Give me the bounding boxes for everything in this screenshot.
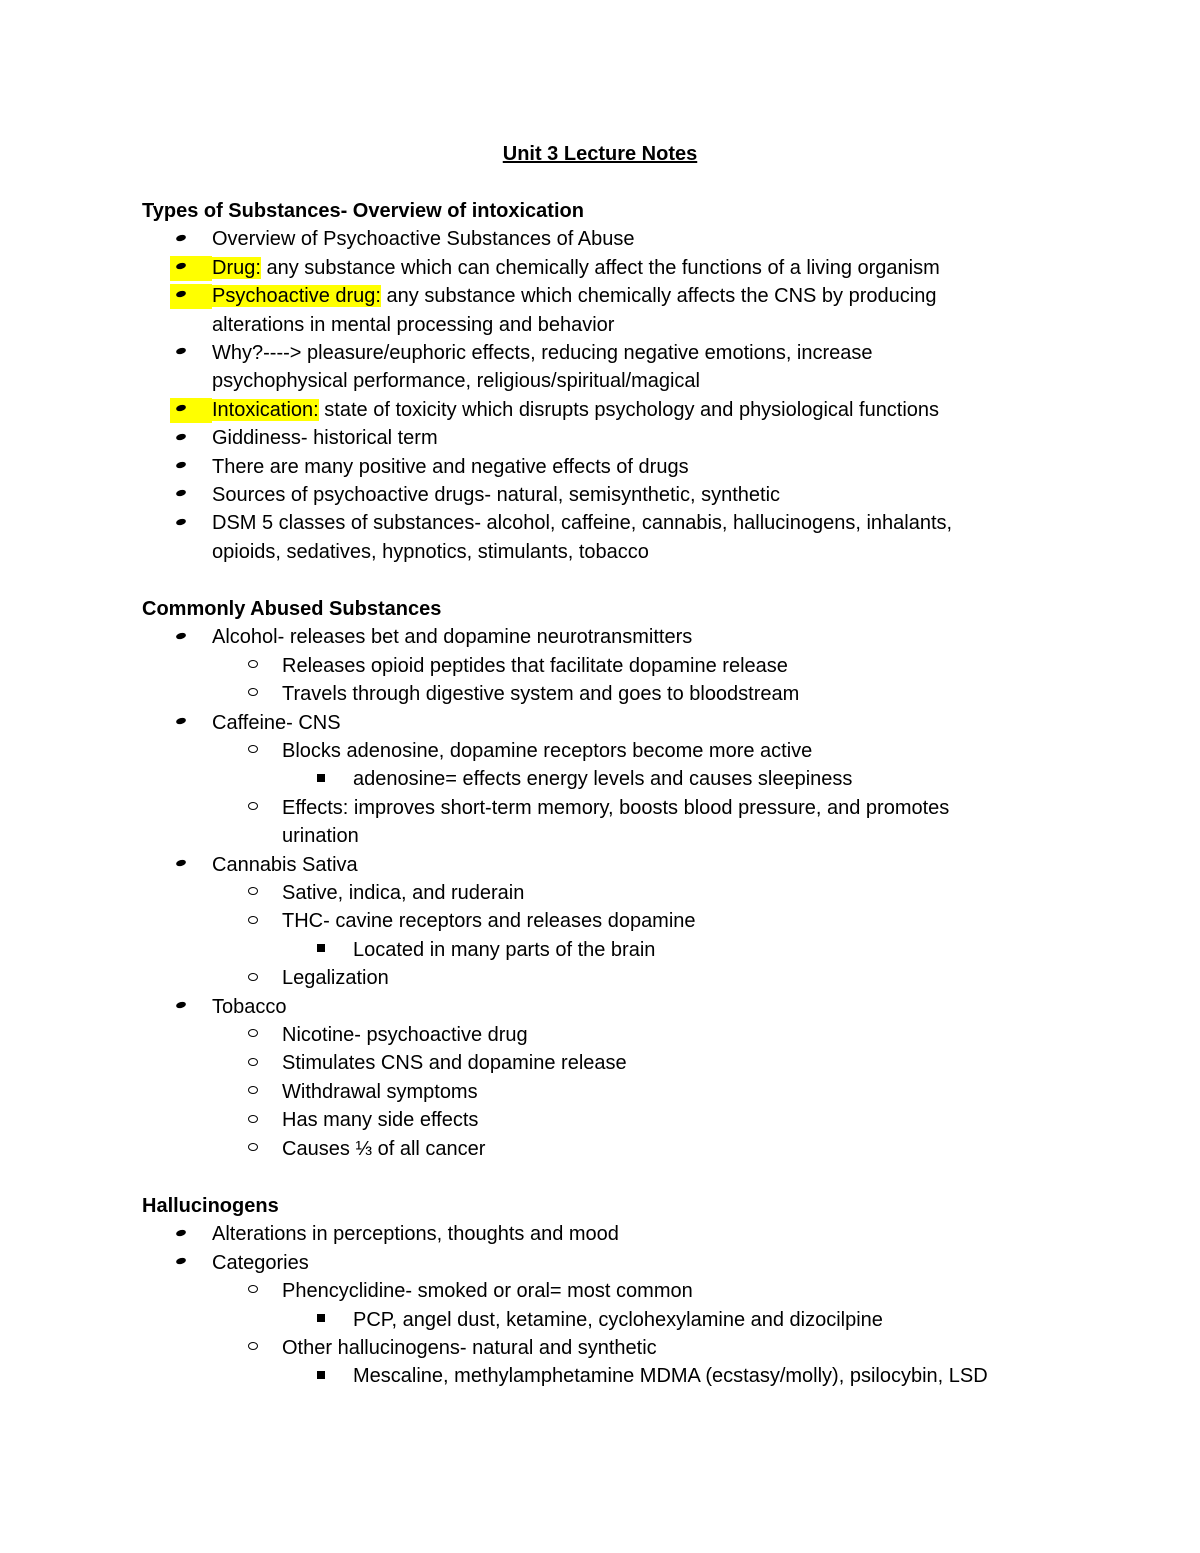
bullet-circle-icon xyxy=(248,1049,258,1077)
list-item: Phencyclidine- smoked or oral= most common xyxy=(142,1277,1062,1305)
bullet-square-icon xyxy=(317,1306,325,1334)
highlighted-term: Drug: xyxy=(212,256,261,279)
list-item: There are many positive and negative effects of drugs xyxy=(142,453,1062,481)
bullet-dot-icon xyxy=(176,254,186,282)
bullet-circle-icon xyxy=(248,652,258,680)
list-item: DSM 5 classes of substances- alcohol, caffeine, cannabis, hallucinogens, inhalants, opioids, sedatives, hypnotics, stimulants, tobacco xyxy=(142,509,1062,566)
section-types-of-substances xyxy=(142,197,1062,566)
list-item: Caffeine- CNS xyxy=(142,709,1062,737)
list-item: Releases opioid peptides that facilitate dopamine release xyxy=(142,652,1062,680)
section-heading: Hallucinogens xyxy=(142,1195,279,1217)
bullet-circle-icon xyxy=(248,1135,258,1163)
list-item: Has many side effects xyxy=(142,1106,1062,1134)
list-item: Cannabis Sativa xyxy=(142,851,1062,879)
list-item-continuation: opioids, sedatives, hypnotics, stimulants, tobacco xyxy=(212,540,649,563)
bullet-dot-icon xyxy=(176,993,186,1021)
list-item: Sative, indica, and ruderain xyxy=(142,879,1062,907)
bullet-circle-icon xyxy=(248,794,258,822)
bullet-dot-icon xyxy=(176,453,186,481)
list-item: Mescaline, methylamphetamine MDMA (ecstasy/molly), psilocybin, LSD xyxy=(142,1362,1062,1390)
bullet-circle-icon xyxy=(248,1021,258,1049)
bullet-circle-icon xyxy=(248,1334,258,1362)
list-item: adenosine= effects energy levels and causes sleepiness xyxy=(142,765,1062,793)
bullet-square-icon xyxy=(317,765,325,793)
list-item: Stimulates CNS and dopamine release xyxy=(142,1049,1062,1077)
section-heading: Commonly Abused Substances xyxy=(142,598,442,620)
list-item: Travels through digestive system and goes to bloodstream xyxy=(142,680,1062,708)
list-item: Other hallucinogens- natural and synthetic xyxy=(142,1334,1062,1362)
bullet-square-icon xyxy=(317,1362,325,1390)
list-item-continuation: urination xyxy=(282,825,359,848)
list-item: Categories xyxy=(142,1249,1062,1277)
highlighted-term: Psychoactive drug: xyxy=(212,285,381,308)
bullet-circle-icon xyxy=(248,1078,258,1106)
list-item-continuation: alterations in mental processing and behavior xyxy=(212,313,615,336)
list-item: Overview of Psychoactive Substances of Abuse xyxy=(142,225,1062,253)
list-item: Intoxication: state of toxicity which disrupts psychology and physiological functions xyxy=(142,396,1062,424)
list-item: PCP, angel dust, ketamine, cyclohexylamine and dizocilpine xyxy=(142,1306,1062,1334)
bullet-circle-icon xyxy=(248,907,258,935)
list-item: Nicotine- psychoactive drug xyxy=(142,1021,1062,1049)
bullet-dot-icon xyxy=(176,481,186,509)
bullet-dot-icon xyxy=(176,396,186,424)
list-item: Psychoactive drug: any substance which chemically affects the CNS by producing alterations in mental processing and behavior xyxy=(142,282,1062,339)
list-item: Why?----> pleasure/euphoric effects, reducing negative emotions, increase psychophysical performance, religious/spiritual/magical xyxy=(142,339,1062,396)
bullet-circle-icon xyxy=(248,680,258,708)
list-item: Drug: any substance which can chemically affect the functions of a living organism xyxy=(142,254,1062,282)
bullet-circle-icon xyxy=(248,1106,258,1134)
bullet-dot-icon xyxy=(176,339,186,367)
list-item: Causes ⅓ of all cancer xyxy=(142,1135,1062,1163)
list-item: Blocks adenosine, dopamine receptors become more active xyxy=(142,737,1062,765)
list-item: Giddiness- historical term xyxy=(142,424,1062,452)
bullet-dot-icon xyxy=(176,851,186,879)
bullet-circle-icon xyxy=(248,964,258,992)
section-hallucinogens xyxy=(142,1192,1062,1391)
bullet-dot-icon xyxy=(176,225,186,253)
section-heading: Types of Substances- Overview of intoxication xyxy=(142,200,584,222)
section-commonly-abused-substances xyxy=(142,595,1062,1163)
bullet-dot-icon xyxy=(176,424,186,452)
list-item: THC- cavine receptors and releases dopamine xyxy=(142,907,1062,935)
list-item-continuation: psychophysical performance, religious/spiritual/magical xyxy=(212,370,700,393)
bullet-dot-icon xyxy=(176,623,186,651)
bullet-circle-icon xyxy=(248,879,258,907)
list-item: Tobacco xyxy=(142,993,1062,1021)
bullet-circle-icon xyxy=(248,737,258,765)
list-item: Sources of psychoactive drugs- natural, semisynthetic, synthetic xyxy=(142,481,1062,509)
bullet-dot-icon xyxy=(176,1249,186,1277)
bullet-dot-icon xyxy=(176,509,186,537)
page-title: Unit 3 Lecture Notes xyxy=(502,143,698,165)
bullet-dot-icon xyxy=(176,709,186,737)
list-item: Legalization xyxy=(142,964,1062,992)
list-item: Withdrawal symptoms xyxy=(142,1078,1062,1106)
list-item: Effects: improves short-term memory, boosts blood pressure, and promotes urination xyxy=(142,794,1062,851)
list-item: Located in many parts of the brain xyxy=(142,936,1062,964)
bullet-square-icon xyxy=(317,936,325,964)
bullet-circle-icon xyxy=(248,1277,258,1305)
list-item: Alcohol- releases bet and dopamine neurotransmitters xyxy=(142,623,1062,651)
list-item: Alterations in perceptions, thoughts and mood xyxy=(142,1220,1062,1248)
bullet-dot-icon xyxy=(176,282,186,310)
highlighted-term: Intoxication: xyxy=(212,398,319,421)
bullet-dot-icon xyxy=(176,1220,186,1248)
